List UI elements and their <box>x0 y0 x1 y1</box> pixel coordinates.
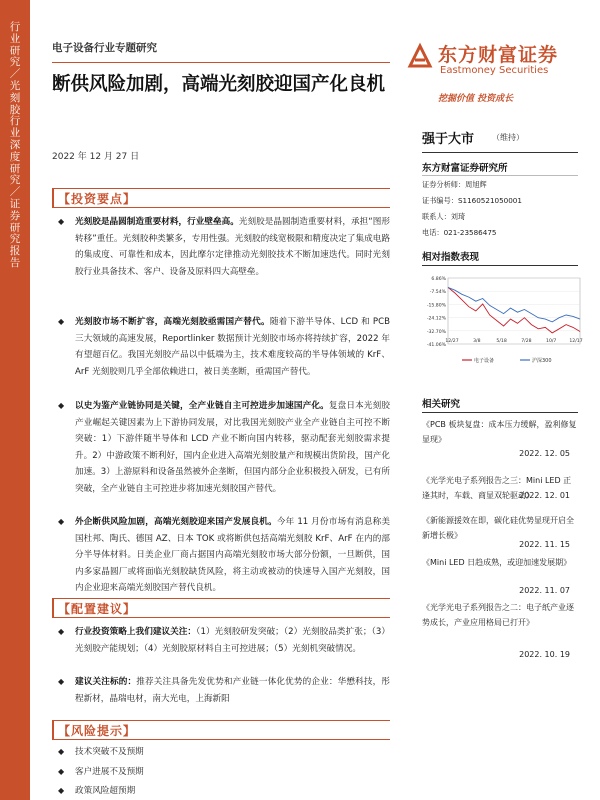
y-tick-label: -41.06% <box>426 343 446 348</box>
diamond-bullet-icon: ◆ <box>58 401 65 410</box>
section-risk <box>52 720 390 740</box>
brand-name-en: Eastmoney Securities <box>440 65 549 76</box>
brand-slogan: 挖掘价值 投资成长 <box>438 94 514 104</box>
report-series: 电子设备行业专题研究 <box>52 42 157 54</box>
legend-label: 沪深300 <box>532 358 552 364</box>
diamond-bullet-icon: ◆ <box>58 317 65 326</box>
bullet-text: （1）光刻胶研发突破；（2）光刻胶品类扩张；（3）光刻胶产能规划；（4）光刻胶原材料自主可控进展；（5）光刻机突破情况。 <box>75 627 390 654</box>
related-report-title[interactable]: 《Mini LED 日趋成熟，或迎加速发展期》 <box>422 558 572 567</box>
related-heading: 相关研究 <box>422 399 461 410</box>
risk-bullet <box>58 744 390 761</box>
related-report-date: 2022. 12. 05 <box>519 449 570 458</box>
y-tick-label: -7.54% <box>429 290 446 296</box>
diamond-bullet-icon: ◆ <box>58 517 65 526</box>
related-report-title[interactable]: 《光学光电子系列报告之二：电子纸产业逐势成长，产业应用格局已打开》 <box>422 603 574 627</box>
diamond-bullet-icon: ◆ <box>58 677 65 686</box>
brand-logo <box>406 38 566 88</box>
x-tick-label: 12/27 <box>445 339 459 344</box>
analyst-cert: 证书编号：S1160521050001 <box>422 196 522 205</box>
side-band <box>0 0 30 800</box>
bullet-heading: 建议关注标的： <box>75 677 137 687</box>
allocation-bullet <box>58 624 390 657</box>
investment-bullet <box>58 314 390 380</box>
related-report-date: 2022. 11. 15 <box>519 540 570 549</box>
section-label: 【风险提示】 <box>58 724 137 738</box>
bullet-heading: 外企断供风险加剧，高端光刻胶迎来国产发展良机。 <box>75 517 277 527</box>
related-divider <box>422 412 578 413</box>
bullet-text: 随着下游半导体、LCD 和 PCB 三大领域的高速发展，Reportlinker 数据预计光刻胶市场亦将持续扩容，2022 年有望超百亿。我国光刻胶产品以中低端为主，技术难度较高的半导体领域的 KrF、ArF 光刻胶则几乎全部依赖进口，被日美垄断，亟需国产替代。 <box>75 317 390 377</box>
rating: 强于大市 <box>422 132 475 147</box>
bullet-text: 推荐关注具备先发优势和产业链一体化优势的企业：华懋科技，彤程新材，晶瑞电材，南大光电，上海新阳 <box>75 677 390 704</box>
contact-phone: 电话：021-23586475 <box>422 228 497 237</box>
investment-bullet <box>58 398 390 497</box>
related-report-title[interactable]: 《PCB 板块复盘：成本压力缓解，盈利修复显现》 <box>422 420 577 444</box>
section-allocation <box>52 598 390 618</box>
contact-name: 联系人：刘琦 <box>422 212 466 221</box>
eastmoney-logo-icon <box>406 42 434 70</box>
index-heading: 相对指数表现 <box>422 252 480 263</box>
rating-note: （维持） <box>492 133 524 142</box>
bullet-text: 今年 11 月份市场有消息称美国杜邦、陶氏、德国 AZ、日本 TOK 或将断供包括高端光刻胶 KrF、ArF 在内的部分半导体材料。日美企业厂商占据国内高端光刻胶市场大部分份额，一旦断供，国内多家晶圆厂或将面临光刻胶缺货风险，将主动或被动的快速导入国产光刻胶，国内企业迎来高端光刻胶国产替代良机。 <box>75 517 390 593</box>
series-line-1 <box>448 287 580 322</box>
research-institute: 东方财富证券研究所 <box>422 163 508 174</box>
x-tick-label: 7/28 <box>521 339 532 344</box>
bullet-heading: 光刻胶市场不断扩容，高端光刻胶亟需国产替代。 <box>75 317 270 327</box>
y-tick-label: -15.80% <box>426 303 446 309</box>
bullet-text: 复盘日本光刻胶产业崛起关键因素为上下游协同发展，对比我国光刻胶产业全产业链自主可控不断突破：1）下游伴随半导体和 LCD 产业不断向国内转移，驱动配套光刻胶需求提升。2）中游政策不断利好，国内企业进入高端光刻胶量产和规模出货阶段，国产化加速。3）上游原料和设备虽然被外企垄断，但国内部分企业积极投入研发，已有所突破，全产业链自主可控进步将加速光刻胶国产替代。 <box>75 401 390 494</box>
brand-name-cn: 东方财富证券 <box>438 44 559 66</box>
institute-divider <box>422 175 578 176</box>
bullet-heading: 以史为鉴产业链协同是关键，全产业链自主可控进步加速国产化。 <box>75 401 329 411</box>
index-divider <box>422 265 578 266</box>
section-label: 【配置建议】 <box>58 602 137 616</box>
risk-bullet <box>58 764 390 781</box>
related-report-date: 2022. 11. 07 <box>519 586 570 595</box>
bullet-text: 技术突破不及预期 <box>75 747 144 757</box>
diamond-bullet-icon: ◆ <box>58 786 65 795</box>
y-tick-label: -24.12% <box>426 316 446 322</box>
header-divider <box>52 62 390 63</box>
report-date: 2022 年 12 月 27 日 <box>52 152 140 162</box>
page-title: 断供风险加剧，高端光刻胶迎国产化良机 <box>52 74 386 95</box>
related-report-title[interactable]: 《光学光电子系列报告之三：Mini LED 正逢其时，车载、商显双轮驱动》 <box>422 476 572 500</box>
bullet-text: 光刻胶是晶圆制造重要材料，承担“图形转移”重任。光刻胶种类繁多，专用性强。光刻胶的线宽极限和精度决定了集成电路的集成度、可靠性和成本，因此摩尔定律推动光刻胶技术不断加速迭代。同时光刻胶行业具备技术、客户、设备及原料四大高壁垒。 <box>75 217 390 277</box>
y-tick-label: 6.86% <box>431 277 446 282</box>
investment-bullet <box>58 514 390 597</box>
side-band-text: 行业研究／光刻胶行业深度研究／证券研究报告 <box>9 21 21 269</box>
risk-bullet <box>58 783 390 800</box>
diamond-bullet-icon: ◆ <box>58 217 65 226</box>
relative-index-chart <box>418 272 584 372</box>
diamond-bullet-icon: ◆ <box>58 627 65 636</box>
related-report-title[interactable]: 《新能源援效在即，碳化硅优势显现开启全新增长极》 <box>422 516 574 540</box>
legend-label: 电子设备 <box>474 358 495 364</box>
bullet-heading: 行业投资策略上我们建议关注： <box>75 627 197 637</box>
section-investment-points <box>52 188 390 208</box>
x-tick-label: 12/17 <box>569 339 583 344</box>
diamond-bullet-icon: ◆ <box>58 767 65 776</box>
bullet-text: 客户进展不及预期 <box>75 767 144 777</box>
x-tick-label: 10/7 <box>546 339 557 344</box>
rating-divider <box>422 152 578 153</box>
y-tick-label: -32.70% <box>426 329 446 335</box>
x-tick-label: 3/8 <box>473 339 481 344</box>
chart-frame <box>448 278 583 344</box>
bullet-heading: 光刻胶是晶圆制造重要材料，行业壁垒高。 <box>75 217 239 227</box>
analyst-name: 证券分析师：周旭辉 <box>422 180 487 189</box>
investment-bullet <box>58 214 390 280</box>
diamond-bullet-icon: ◆ <box>58 747 65 756</box>
related-report-date: 2022. 10. 19 <box>519 650 570 659</box>
x-tick-label: 5/18 <box>496 339 507 344</box>
section-label: 【投资要点】 <box>58 192 137 206</box>
allocation-bullet <box>58 674 390 707</box>
related-report-date: 2022. 12. 01 <box>519 491 570 500</box>
bullet-text: 政策风险超预期 <box>75 786 136 796</box>
